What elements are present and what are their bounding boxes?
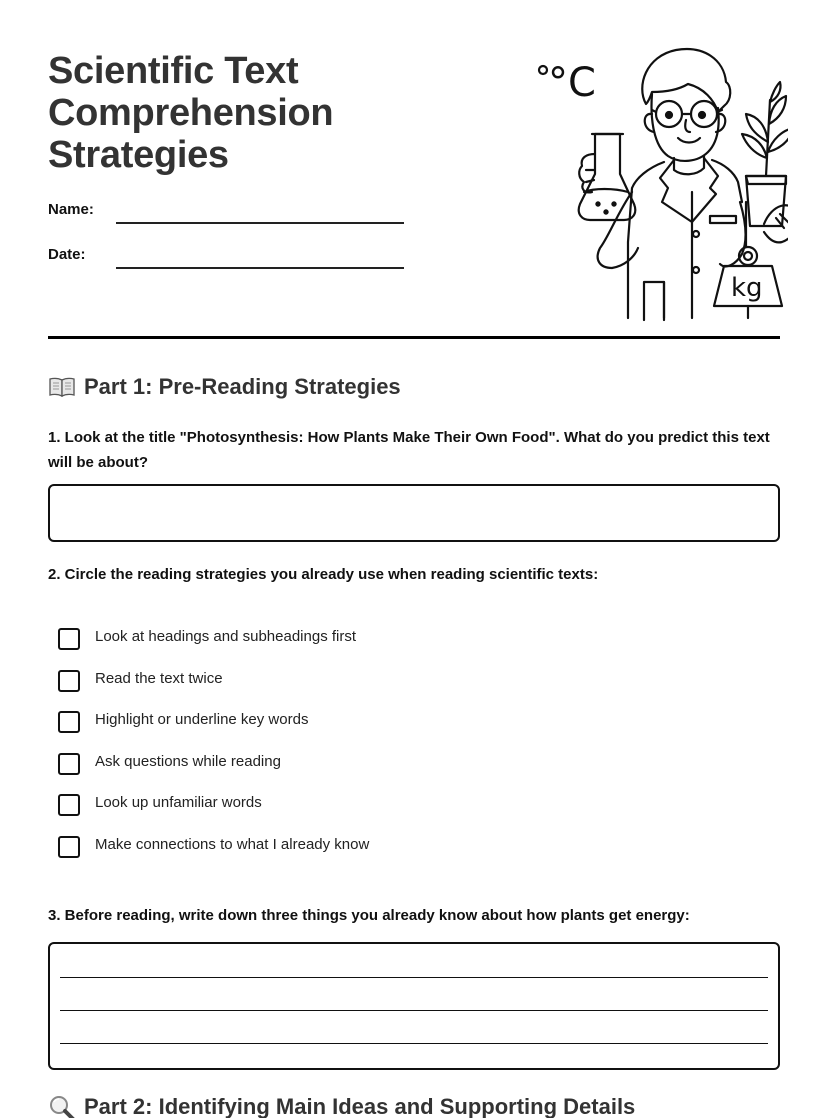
- strategy-option-label: Look up unfamiliar words: [95, 794, 262, 811]
- header-divider: [48, 336, 780, 339]
- strategy-option-label: Ask questions while reading: [95, 752, 281, 770]
- strategy-option-make-connections[interactable]: [58, 833, 658, 875]
- part2-heading: [48, 1094, 635, 1118]
- question-3-answer-box[interactable]: [48, 942, 780, 1070]
- celsius-symbol: °C: [548, 60, 596, 106]
- strategy-option-read-twice[interactable]: [58, 667, 658, 709]
- kg-label: kg: [731, 273, 763, 303]
- answer-line-3[interactable]: [60, 1043, 768, 1044]
- strategy-option-label: Make connections to what I already know: [95, 835, 370, 853]
- part1-heading-text: Part 1: Pre-Reading Strategies: [84, 374, 401, 399]
- title-line-1: Scientific Text: [48, 50, 299, 92]
- strategy-option-ask-questions[interactable]: [58, 750, 658, 792]
- name-label: Name:: [48, 201, 94, 218]
- title-line-2: Comprehension: [48, 92, 334, 134]
- checkbox[interactable]: [58, 753, 80, 775]
- date-label: Date:: [48, 246, 86, 263]
- checkbox[interactable]: [58, 836, 80, 858]
- answer-line-1[interactable]: [60, 977, 768, 978]
- checkbox[interactable]: [58, 711, 80, 733]
- date-input-line[interactable]: [116, 267, 404, 269]
- part1-heading: [48, 374, 401, 400]
- strategy-option-look-up-words[interactable]: [58, 791, 658, 833]
- strategy-option-label: Highlight or underline key words: [95, 711, 309, 728]
- strategy-option-headings[interactable]: [58, 625, 658, 667]
- page-title: [48, 50, 488, 176]
- strategy-option-highlight[interactable]: [58, 708, 658, 750]
- checkbox[interactable]: [58, 670, 80, 692]
- question-1-answer-box[interactable]: [48, 484, 780, 542]
- strategy-checklist: [58, 625, 658, 874]
- worksheet-page: [48, 0, 780, 1118]
- checkbox[interactable]: [58, 794, 80, 816]
- question-1: 1. Look at the title "Photosynthesis: How Plants Make Their Own Food". What do you predict this text will be about?: [48, 429, 770, 471]
- name-input-line[interactable]: [116, 222, 404, 224]
- strategy-option-label: Read the text twice: [95, 669, 223, 687]
- open-book-icon: [48, 375, 76, 399]
- worksheet-header: [48, 0, 780, 340]
- checkbox[interactable]: [58, 628, 80, 650]
- strategy-option-label: Look at headings and subheadings first: [95, 628, 357, 645]
- title-line-3: Strategies: [48, 134, 229, 176]
- scientist-illustration-icon: [528, 42, 788, 322]
- question-3: 3. Before reading, write down three things you already know about how plants get energy:: [48, 907, 690, 924]
- answer-line-2[interactable]: [60, 1010, 768, 1011]
- part2-heading-text: Part 2: Identifying Main Ideas and Supporting Details: [84, 1094, 636, 1118]
- magnifying-glass-icon: [48, 1095, 76, 1118]
- date-field[interactable]: [48, 246, 408, 270]
- question-2: 2. Circle the reading strategies you already use when reading scientific texts:: [48, 566, 599, 583]
- name-field[interactable]: [48, 201, 408, 225]
